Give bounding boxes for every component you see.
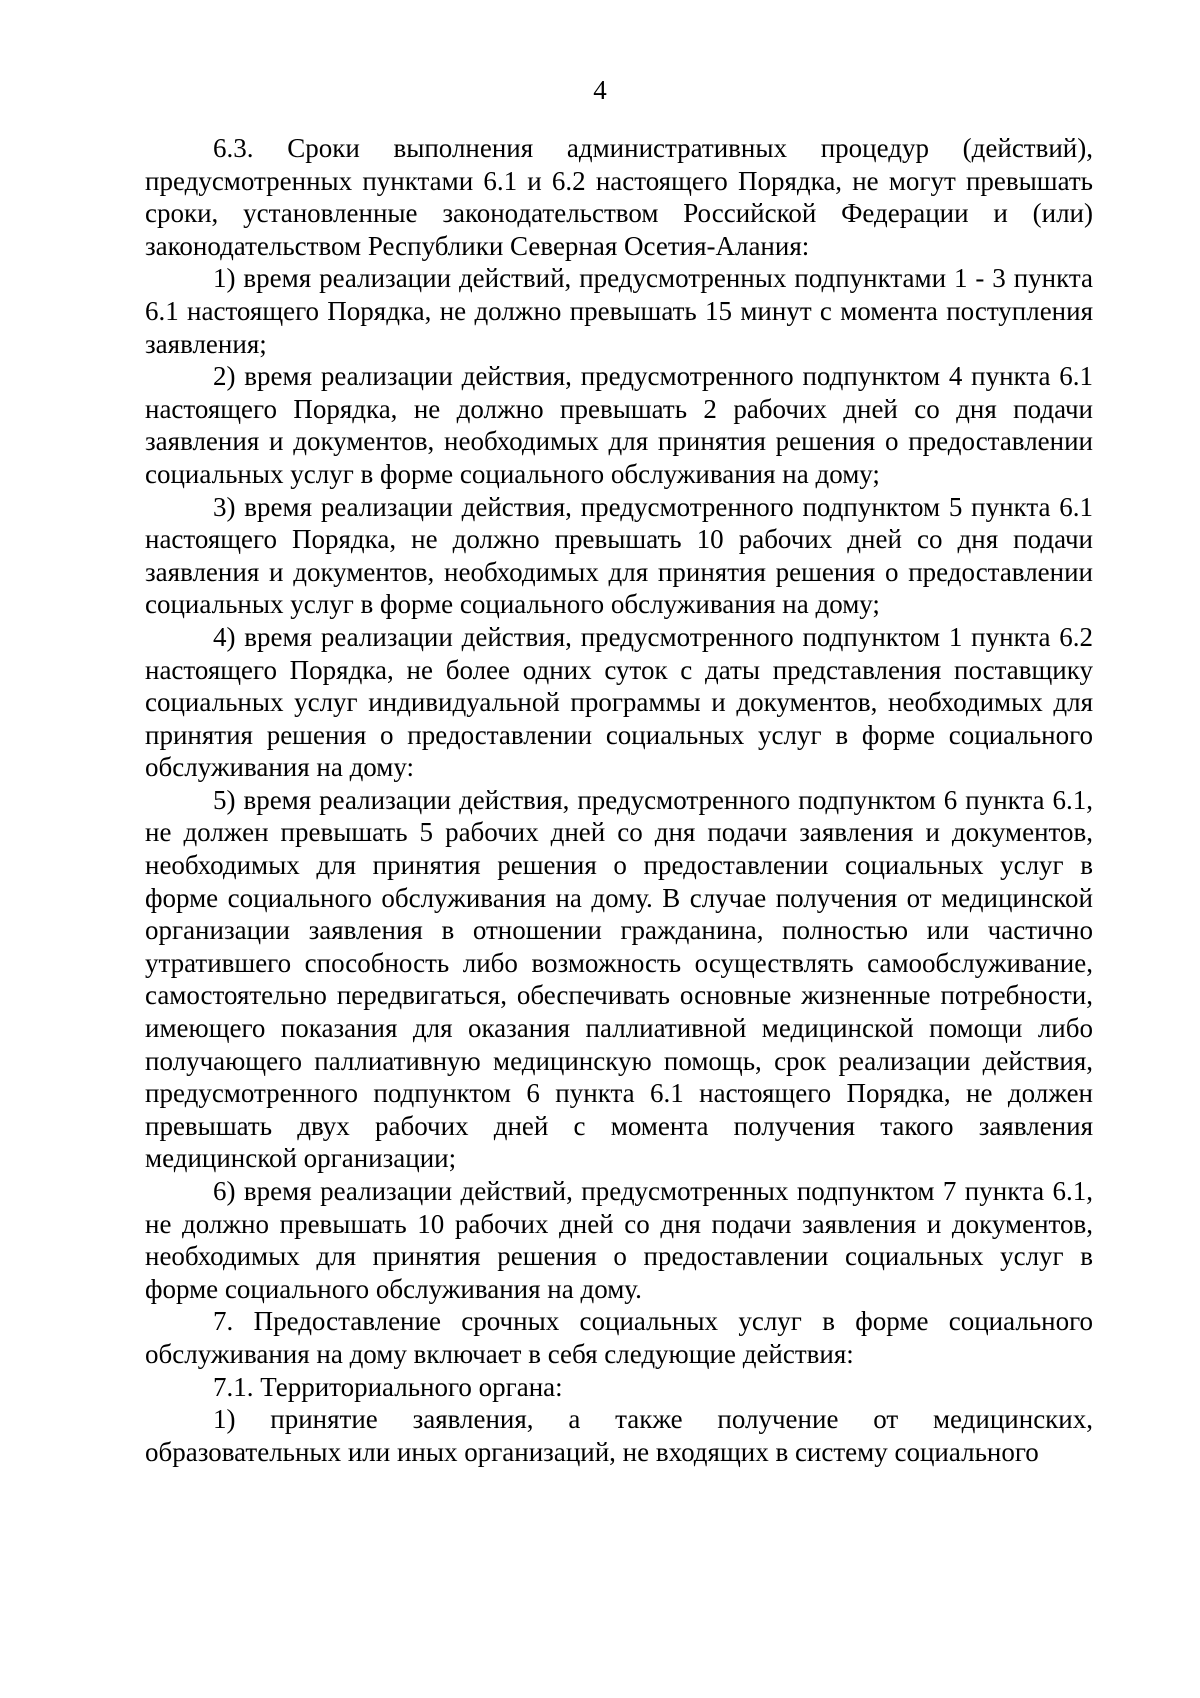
paragraph-6-3: 6.3. Сроки выполнения административных процедур (действий), предусмотренных пунктами 6.1 и 6.2 настоящего Порядка, не могут превышать сроки, установленные законодательством Российской Федерации и (или) законодательством Республики Северная Осетия-Алания:	[145, 133, 1093, 261]
paragraph-item-4: 4) время реализации действия, предусмотренного подпунктом 1 пункта 6.2 настоящего Порядка, не более одних суток с даты представления поставщику социальных услуг индивидуальной программы и документов, необходимых для принятия решения о предоставлении социальных услуг в форме социального обслуживания на дому:	[145, 621, 1093, 783]
paragraph-item-1: 1) время реализации действий, предусмотренных подпунктами 1 - 3 пункта 6.1 настоящего Порядка, не должно превышать 15 минут с момента поступления заявления;	[145, 263, 1093, 359]
paragraph-item-3: 3) время реализации действия, предусмотренного подпунктом 5 пункта 6.1 настоящего Порядка, не должно превышать 10 рабочих дней со дня подачи заявления и документов, необходимых для принятия решения о предоставлении социальных услуг в форме социального обслуживания на дому;	[145, 491, 1093, 620]
paragraph-section-7-1: 7.1. Территориального органа:	[213, 1371, 563, 1402]
paragraph-item-5: 5) время реализации действия, предусмотренного подпунктом 6 пункта 6.1, не должен превышать 5 рабочих дней со дня подачи заявления и документов, необходимых для принятия решения о предоставлении социальных услуг в форме социального обслуживания на дому. В случае получения от медицинской организации заявления в отношении гражданина, полностью или частично утратившего способность либо возможность осуществлять самообслуживание, самостоятельно передвигаться, обеспечивать основные жизненные потребности, имеющего показания для оказания паллиативной медицинской помощи либо получающего паллиативную медицинскую помощь, срок реализации действия, предусмотренного подпунктом 6 пункта 6.1 настоящего Порядка, не должен превышать двух рабочих дней с момента получения такого заявления медицинской организации;	[145, 784, 1093, 1174]
page-number: 4	[593, 75, 607, 105]
paragraph-item-2: 2) время реализации действия, предусмотренного подпунктом 4 пункта 6.1 настоящего Порядка, не должно превышать 2 рабочих дней со дня подачи заявления и документов, необходимых для принятия решения о предоставлении социальных услуг в форме социального обслуживания на дому;	[145, 361, 1093, 489]
paragraph-item-6: 6) время реализации действий, предусмотренных подпунктом 7 пункта 6.1, не должно превышать 10 рабочих дней со дня подачи заявления и документов, необходимых для принятия решения о предоставлении социальных услуг в форме социального обслуживания на дому.	[145, 1176, 1093, 1304]
paragraph-section-7: 7. Предоставление срочных социальных услуг в форме социального обслуживания на дому включает в себя следующие действия:	[145, 1306, 1093, 1369]
document-body	[145, 132, 1093, 1468]
paragraph-7-1-item-1: 1) принятие заявления, а также получение от медицинских, образовательных или иных организаций, не входящих в систему социального	[145, 1404, 1093, 1467]
